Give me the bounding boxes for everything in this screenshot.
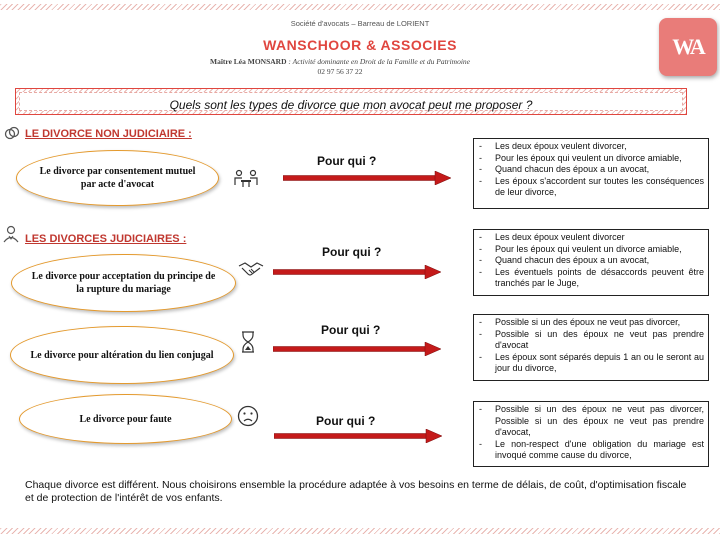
meeting-icon — [233, 169, 259, 194]
criteria-item: - Les deux époux veulent divorcer, — [477, 141, 704, 153]
divorce-type-ellipse: Le divorce pour acceptation du principe de la rupture du mariage — [11, 254, 236, 312]
lawyer-line — [0, 57, 680, 66]
firm-logo: WA — [659, 18, 717, 76]
pour-qui-label: Pour qui ? — [316, 414, 376, 428]
criteria-item: - Pour les époux qui veulent un divorce amiable, — [477, 153, 704, 165]
divorce-type-ellipse: Le divorce pour faute — [19, 394, 232, 444]
lawyer-activity: : Activité dominante en Droit de la Famille et du Patrimoine — [288, 57, 471, 66]
criteria-item: - Les deux époux veulent divorcer — [477, 232, 704, 244]
pour-qui-label: Pour qui ? — [321, 323, 381, 337]
arrow-connector — [274, 429, 442, 443]
arrow-connector — [283, 171, 451, 185]
arrow-connector — [273, 265, 441, 279]
lawyer-name: Maître Léa MONSARD — [209, 57, 287, 66]
hourglass-icon — [240, 331, 256, 358]
criteria-item: - Quand chacun des époux a un avocat, — [477, 164, 704, 176]
criteria-item: - Possible si un des époux ne veut pas divorcer, — [477, 317, 704, 329]
section-title-non-judiciaire: LE DIVORCE NON JUDICIAIRE : — [25, 128, 192, 140]
criteria-item: - Possible si un des époux ne veut pas divorcer, Possible si un des époux ne veut pas prendre d'avocat, — [477, 404, 704, 439]
criteria-item: - Possible si un des époux ne veut pas prendre d'avocat — [477, 329, 704, 352]
criteria-item: - Pour les époux qui veulent un divorce amiable, — [477, 244, 704, 256]
divorce-type-ellipse: Le divorce par consentement mutuel par acte d'avocat — [16, 150, 219, 206]
rings-icon — [4, 125, 20, 144]
pour-qui-label: Pour qui ? — [322, 245, 382, 259]
criteria-item: - Quand chacun des époux a un avocat, — [477, 255, 704, 267]
arrow-connector — [273, 342, 441, 356]
question-banner — [15, 88, 687, 115]
question-text: Quels sont les types de divorce que mon avocat peut me proposer ? — [169, 98, 533, 112]
footer-note: Chaque divorce est différent. Nous choisirons ensemble la procédure adaptée à vos besoins en terme de délais, de coût, d'optimisation fiscale et de protection de l'intérêt de vos enfants. — [25, 479, 687, 504]
section-title-judiciaires: LES DIVORCES JUDICIAIRES : — [25, 233, 187, 245]
criteria-item: - Les époux s'accordent sur toutes les conséquences de leur divorce, — [477, 176, 704, 199]
sad-face-icon — [237, 405, 259, 432]
divorce-type-ellipse: Le divorce pour altération du lien conjugal — [10, 326, 234, 384]
pour-qui-label: Pour qui ? — [317, 154, 377, 168]
criteria-box — [473, 314, 709, 381]
question-banner-inner — [19, 92, 683, 111]
criteria-item: - Les époux sont séparés depuis 1 an ou le seront au jour du divorce, — [477, 352, 704, 375]
bottom-decorative-band — [0, 528, 720, 534]
firm-name: WANSCHOOR & ASSOCIES — [263, 37, 457, 53]
criteria-box — [473, 401, 709, 467]
criteria-item: - Le non-respect d'une obligation du mariage est invoqué comme cause du divorce, — [477, 439, 704, 462]
criteria-item: - Les éventuels points de désaccords peuvent être tranchés par le Juge, — [477, 267, 704, 290]
judge-icon — [2, 225, 20, 246]
phone-number: 02 97 56 37 22 — [317, 67, 363, 76]
criteria-box — [473, 138, 709, 209]
handshake-icon — [238, 260, 264, 283]
firm-line: Société d'avocats – Barreau de LORIENT — [290, 19, 430, 28]
criteria-box — [473, 229, 709, 296]
top-decorative-band — [0, 4, 720, 10]
